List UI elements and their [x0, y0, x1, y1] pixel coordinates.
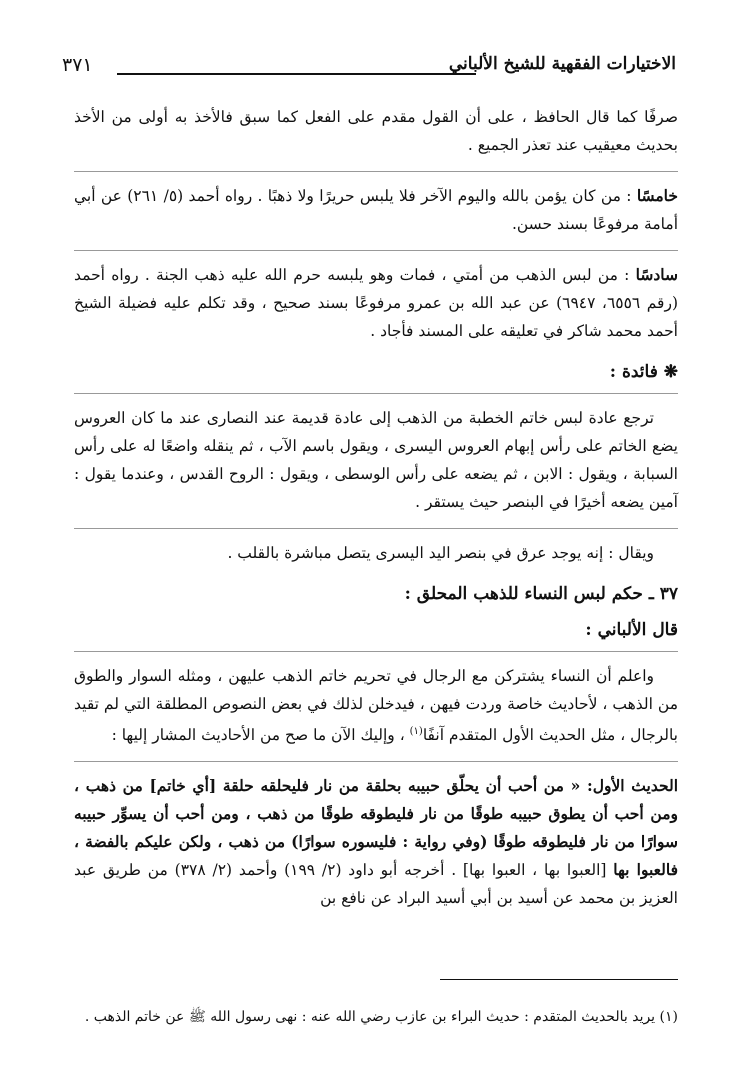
paragraph-fifth	[74, 182, 678, 238]
divider	[74, 250, 678, 251]
faida-text: ترجع عادة لبس خاتم الخطبة من الذهب إلى عادة قديمة عند النصارى عند ما كان العروس يضع الخاتم على رأس إبهام العروس اليسرى ، ويقول باسم الآب ، ثم ينقله واضعًا له على رأس السبابة ، ويقول : الابن ، ثم يضعه على رأس الوسطى ، ويقول : الروح القدس ، وعندما يقول : آمين يضعه أخيرًا في البنصر حيث يستقر .	[74, 409, 678, 511]
page-header	[62, 54, 676, 94]
running-title: الاختيارات الفقهية للشيخ الألباني	[448, 54, 676, 74]
hadith-1-tail: [العبوا بها ، العبوا بها] . أخرجه أبو داود (٢/ ١٩٩) وأحمد (٢/ ٣٧٨) من طريق عبد العزيز بن محمد عن أسيد بن أبي أسيد البراد عن نافع بن	[74, 861, 678, 908]
page-body	[74, 103, 678, 924]
albani-heading: قال الألباني :	[585, 620, 678, 640]
paragraph-faida	[74, 404, 678, 516]
footnote-ref: (١)	[409, 726, 423, 737]
section-heading-37: ٣٧ ـ حكم لبس النساء للذهب المحلق :	[404, 584, 678, 604]
sixth-lead: سادسًا	[635, 265, 678, 284]
divider	[74, 761, 678, 762]
page-number: ٣٧١	[62, 54, 93, 76]
paragraph-vein	[74, 539, 678, 567]
paragraph-1-text: صرفًا كما قال الحافظ ، على أن القول مقدم على الفعل كما سبق فالأخذ به أولى من الأخذ بحديث معيقيب عند تعذر الجميع .	[74, 108, 678, 154]
footnote-text: (١) يريد بالحديث المتقدم : حديث البراء بن عازب رضي الله عنه : نهى رسول الله ﷺ عن خاتم الذهب .	[84, 1009, 678, 1025]
footnote	[74, 1004, 678, 1030]
footnote-separator	[440, 979, 678, 980]
hadith-1-quote: : « من أحب أن يحلّق حبيبه بحلقة من نار فليحلقه حلقة [أي خاتم] من ذهب ، ومن أحب أن يطوق حبيبه طوقًا من نار فليطوقه طوقًا من ذهب ، ومن أحب أن يسوِّر حبيبه سوارًا من نار فليطوقه طوقًا (وفي رواية : فليسوره سوارًا) من ذهب ، ولكن عليكم بالفضة ، فالعبوا بها	[74, 776, 679, 880]
divider	[74, 528, 678, 529]
paragraph-women	[74, 662, 678, 749]
divider	[74, 393, 678, 394]
divider	[74, 171, 678, 172]
divider	[74, 651, 678, 652]
hadith-1-lead: الحديث الأول	[592, 776, 679, 796]
sixth-text: : من لبس الذهب من أمتي ، فمات وهو يلبسه حرم الله عليه ذهب الجنة . رواه أحمد (رقم ٦٥٥٦، ٦٩٤٧) عن عبد الله بن عمرو مرفوعًا بسند صحيح ، وقد تكلم عليه فضيلة الشيخ أحمد محمد شاكر في تعليقه على المسند فأجاد .	[74, 266, 678, 340]
vein-text: ويقال : إنه يوجد عرق في بنصر اليد اليسرى يتصل مباشرة بالقلب .	[227, 544, 654, 562]
paragraph-sixth	[74, 261, 678, 345]
women-text-b: ، وإليك الآن ما صح من الأحاديث المشار إليها :	[111, 726, 410, 745]
paragraph-hadith-1	[74, 772, 678, 912]
header-rule	[117, 73, 476, 75]
women-text-a: واعلم أن النساء يشتركن مع الرجال في تحريم خاتم الذهب عليهن ، ومثله السوار والطوق من الذهب ، لأحاديث خاصة وردت فيهن ، فيدخلن لذلك في بعض النصوص المطلقة التي لم تقيد بالرجال ، مثل الحديث الأول المتقدم آنفًا	[74, 667, 678, 745]
faida-heading: ❋ فائدة :	[609, 362, 678, 382]
paragraph-1	[74, 103, 678, 159]
fifth-text: : من كان يؤمن بالله واليوم الآخر فلا يلبس حريرًا ولا ذهبًا . رواه أحمد (٥/ ٢٦١) عن أبي أمامة مرفوعًا بسند حسن.	[74, 187, 678, 233]
fifth-lead: خامسًا	[636, 186, 678, 205]
